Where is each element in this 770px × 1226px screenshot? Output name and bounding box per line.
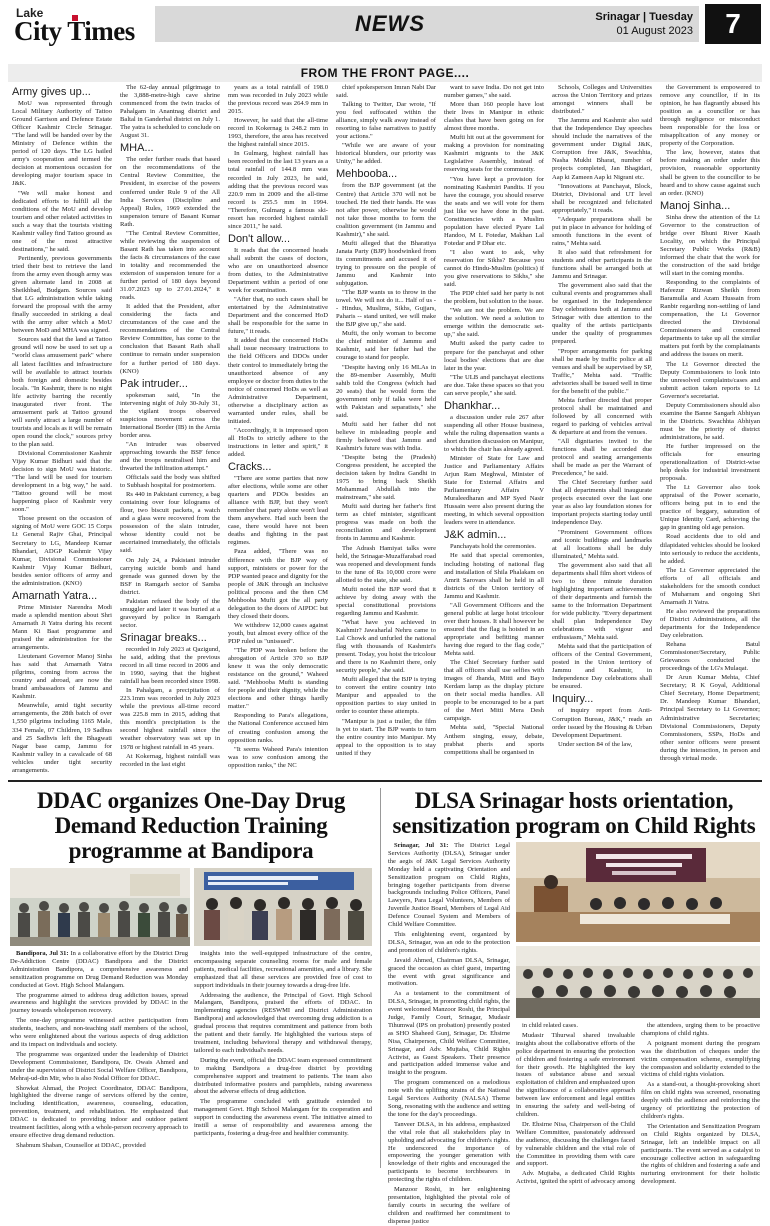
photo-podium-event (516, 842, 760, 942)
article-paragraph: The Lt Governor directed the Deputy Commissioners to look into the unresolved complaints/cases and submit action taken reports to Lt Governor's secretariat. (660, 360, 760, 400)
article-paragraph: "After that, no such cases shall be entertained by the Administrative Department and the concerned HoD shall be responsible for the same in future," it reads. (228, 296, 328, 336)
article-paragraph: "The Central Review Committee, while reviewing the suspension of Basant Rath has taken into account the facts & circumstances of the case in totality and recommended the extension of suspension tenure for a further period of 180 days beyond 31.07.2023 up to 27.01.2024," it reads. (120, 229, 220, 302)
article-paragraph: Mufti hit out at the government for making a provision for nominating Kashmiri migrants to the J&K Legislative Assembly, instead of reserving seats for the community. (444, 134, 544, 174)
issue-date: 01 August 2023 (616, 25, 693, 37)
continuation-heading[interactable]: Srinagar breaks... (120, 631, 207, 644)
article-paragraph (516, 1032, 635, 1119)
article-paragraph: However, he said that the all-time record in Kokernag is 248.2 mm in 1993, therefore, the area has received the highest rainfall since 2015. (228, 117, 328, 149)
logo-main-text: City Times (14, 16, 135, 46)
story-column (641, 1022, 760, 1186)
news-column (552, 84, 652, 774)
article-paragraph: Under section 84 of the law, (558, 740, 633, 748)
paragraph-text: Tanveer DLSA, in his address, emphasized the vital role that all stakeholders play in upholding and advocating for children's rights. He underscored the importance of empowering the younger generation with knowledge of their rights and encouraged the participants to become torchbearers in protecting the rights of children. (388, 1120, 510, 1184)
story-column (516, 1022, 635, 1186)
story-dlsa-intro (388, 842, 511, 1225)
article-paragraph: Mufti alleged that the BJP is trying to convert the entire country into Manipur and appealed to the opposition parties to stay united in order to counter these attempts. (336, 676, 436, 716)
story-ddac (10, 788, 372, 863)
article-paragraph: Mufti alleged that the Bharatiya Janata Party (BJP) hoodwinked from its commitments and accused it of trying to pressure on the people of Jammu and Kashmir into subjugation. (336, 239, 436, 288)
article-paragraph (516, 1170, 635, 1186)
article-paragraph: Mufti said during her father's first term as chief minister, significant progress was made on both the reconciliation and development fronts in Jammu and Kashmir. (336, 503, 436, 543)
article-paragraph: Road accidents due to old and dilapidated vehicles should be looked into seriously to reduce the accidents, he added. (660, 533, 760, 565)
article-paragraph: "We are not the problem. We are the solution. We need a solution to emerge within the democratic set-up," she said. (444, 307, 544, 339)
article-paragraph: Minister of State for Law and Justice and Parliamentary Affairs Arjun Ram Meghwal, Minister of State for External Affairs and Parliamentary Affairs V Muraleedharan and MP Syed Nasir Hussain were also present during the meeting, in which several opposition leaders were in attendance. (444, 455, 544, 527)
news-column (336, 84, 436, 774)
news-column (120, 84, 220, 774)
news-column (228, 84, 328, 774)
paragraph-text: Manzoor Roshi, in her enlightening presentation, highlighted the pivotal role of family courts in securing the welfare of children and reaffirmed her commitment to dispense justice (388, 1186, 510, 1225)
paragraph-text: Showkat Ahmad, the Project Coordinator, DDAC Bandipora, highlighted the diverse range of services offered by the centre, including identification, awareness, counseling, education, prevention, treatment, and rehabilitation. He emphasized that DDAC is dedicated to providing indoor and outdoor patient treatment facilities, along with a whole-person recovery approach to ensure effective drug demand reduction. (10, 1084, 188, 1139)
paragraph-text: Dr. Ehsirne Nisa, Chairperson of the Child Welfare Committee, passionately addressed the audience, discussing the challenges faced by vulnerable children and the vital role of the Committee in providing them with care and support. (516, 1120, 635, 1168)
section-divider (8, 780, 762, 782)
paragraph-text: insights into the well-equipped infrastructure of the centre, encompassing separate counseling rooms for male and female patients, medical facilities, recreational amenities, and a library. She emphasized that all these services are provided free of cost to support individuals in their journey towards a drug-free life. (194, 950, 372, 989)
paragraph-text: During the event, official the DDAC team expressed commitment to making Bandipora a drug-free district by providing comprehensive support and treatment to patients. The team also distributed informative posters and pamphlets, raising awareness about the adverse effects of drug addiction. (194, 1056, 372, 1096)
article-paragraph (194, 992, 372, 1055)
article-paragraph: More than 160 people have lost their lives in Manipur in ethnic clashes that have been going on for almost three months. (444, 101, 544, 133)
paragraph-text: The programme concluded with gratitude extended to management Govt. High School Malangam for its cooperation and support in conducting the awareness event. The initiative aimed to instill a sense of responsibility and awareness among the participants, fostering a drug-free and healthier community. (194, 1098, 372, 1137)
article-paragraph (388, 842, 510, 929)
paragraph-text: Mudasir Tihurwal shared invaluable insights about the collaborative efforts of the police department in ensuring the protection of children and fostering a safe environment for their growth. He highlighted the key issues of substance abuse and sexual exploitation of children and emphasized upon the significance of a collaborative approach between law enforcement and legal entities in ensuring the safety and well-being of children. (516, 1031, 635, 1118)
article-paragraph: "I also want to ask, why reservation for Sikhs? Because you cannot do Hindu-Muslim (politics) if you give reservations to Sikhs," she said. (444, 248, 544, 289)
article-paragraph: "The BJP wants us to throw in the towel. We will not do it... Half of us -- Hindus, Muslims, Sikhs, Gujjars, Paharis -- stand united, we will make the BJP give up," she said. (336, 289, 436, 329)
news-column (444, 84, 544, 774)
story-ddac-body (10, 950, 372, 1168)
continuation-heading[interactable]: Army gives up... (12, 86, 91, 98)
paragraph-text: This enlightening event, organized by DLSA, Srinagar, was an ode to the protection and promotion of children's rights. (388, 930, 510, 954)
article-paragraph: Responding to the complaints of Hafeezur Rizwan Sheikh from Baramulla and Azam Hussain from Ranbir regarding non-settling of land compensation, the Lt Governor directed the Divisional Commissioners and concerned departments to take up all the similar matters put forth by the complainants and address the issues on merit. (660, 279, 760, 359)
article-paragraph: "Despite having only 16 MLAs in the 89-member Assembly, Mufti sahib told the Congress (which had 20 seats) that he would form the government only if talks were held with Pakistan and separatists," she said. (336, 363, 436, 419)
photo-group-seminar (10, 868, 190, 946)
paragraph-text: The programme was organized under the leadership of District Development Commissioner, Bandipora, Dr. Owais Ahmed and under the supervision of District Social Welfare Officer, Bandipora, Mehraj-ud-din Mir, who is also Nodal Officer for DDAC. (10, 1050, 188, 1082)
article-paragraph: MoU was represented through Local Military Authority of Tattoo Ground Garrison and Defence Estate Officer Kashmir Circle Srinagar. "The land will be handed over by the Ministry of Defence within the period of 120 days. The LG hailed army's cooperation and termed the decision at momentous occasion for developing major tourism space in J&K. (12, 100, 112, 188)
dateline (595, 10, 693, 38)
story-dlsa-headline[interactable]: DLSA Srinagar hosts orientation, sensitization program on Child Rights (392, 788, 756, 838)
article-paragraph (194, 950, 372, 990)
paragraph-text: A poignant moment during the program was the distribution of cheques under the victim compensation scheme, exemplifying the compassion and solidarity extended to the victims of child rights violation. (641, 1039, 760, 1079)
article-paragraph (194, 1057, 372, 1097)
photo-gathering-banner (194, 868, 372, 946)
article-paragraph (10, 1142, 188, 1150)
article-paragraph: "Manipur is just a trailer, the film is yet to start. The BJP wants to turn the entire country into Manipur. My appeal to the opposition is to stay united if they (336, 717, 436, 757)
news-column (660, 84, 760, 774)
article-paragraph: Lieutenant Governor Manoj Sinha has said that Amarnath Yatra pilgrims, coming from across the country and abroad, are now the brand ambassadors of Jammu and Kashmir. (12, 653, 112, 701)
article-paragraph: Panchayats hold the ceremonies. (450, 543, 537, 551)
article-paragraph: The Lt Governor also took appraisal of the Power scenario, officers being put in to end the practice of beggary, saturation of Unique Identity Card, achieving the gap in granting old age pension. (660, 484, 760, 532)
story-separator (380, 788, 381, 1168)
article-paragraph (10, 1085, 188, 1140)
story-column (10, 950, 188, 1168)
article-paragraph: "There are some parties that now after elections, while some are other quarters and PDOs besides an alliance with BJP, but they won't remember that party alone won't lead them anywhere. Had such been the case, there would have not been deaths and fighting in the past regimes. (228, 475, 328, 547)
section-bar (155, 6, 699, 42)
article-paragraph: recorded in July 2023 at Qazigund, he said, adding that the previous record in all time record in 2006 and in 1990, saying that the highest rainfall has been recorded since 1998. (120, 645, 220, 686)
article-paragraph: Mufti, the only woman to become the chief minister of Jammu and Kashmir, said her father had the courage to stand for people. (336, 330, 436, 362)
article-paragraph (388, 1186, 510, 1226)
article-paragraph: The Lt Governor appreciated the efforts of all officials and stakeholders for the smooth conduct of Muharram and ongoing Shri Amarnath Ji Yatra. (660, 566, 760, 606)
article-paragraph: "You have kept a provision for nominating Kashmiri Pandits. If you have the courage, you should reserve the seats and we will vote for them just like we have done in the past. Constituencies with a Muslim population have elected Pyare Lal Handoo, M L Fotedar, Makhan Lal Fotedar and P Dhar etc. (444, 175, 544, 247)
article-paragraph: It also said that refreshment for students and other participants in the functions shall be arranged both at Jammu and Srinagar. (552, 248, 652, 281)
article-paragraph: "The PDP was broken before the abrogation of Article 370 so BJP knew it was the only democratic resistance on the ground," Waheed said. "Mehbooba Mufti is standing for people and their dignity, while the elections and other things hardly matter." (228, 647, 328, 711)
paragraph-text: The Orientation and Sensitization Program on Child Rights organized by DLSA, Srinagar, left an indelible impact on all participants. The event served as a catalyst to encourage collective action in safeguarding the rights of children and fostering a safe and nurturing environment for their holistic development. (641, 1122, 760, 1186)
article-paragraph: Rehana Batul Commissioner/Secretary, Public Grievances conducted the proceedings of the LG's Mulaqat. (660, 641, 760, 673)
article-paragraph: The Chief Secretary further said that all officers shall use selfies with images of Jhanda, Mitti and Bayo Kerdam lamp as the display picture on their social media handles. All people to be encouraged to be a part of the Meri Mitti Mera Desh campaign. (444, 659, 544, 723)
continuation-heading[interactable]: Dhankhar... (444, 399, 501, 412)
paragraph-text: Javaid Ahmed, Chairman DLSA, Srinagar, graced the occasion as chief guest, imparting the event with great significance and motivation. (388, 956, 510, 988)
article-paragraph: Divisional Commissioner Kashmir Vijay Kumar Bidhuri said that the decision to sign MoU was historic. "The land will be used for tourism development in a big way," he said. "Tattoo ground will be most happening place of Kashmir very soon." (12, 450, 112, 514)
paragraph-text: The programme aimed to address drug addiction issues, spread awareness and highlight the services provided by DDAC in the journey towards wholeperson recovery. (10, 991, 188, 1015)
article-paragraph: Mufti said her father did not believe in misleading people and firmly believed that Jammu and Kashmir's future was with India. (336, 420, 436, 452)
article-paragraph: the Government is empowered to remove any councillor, if in its opinion, he has flagrantly abused his position as a councillor or has through negligence or misconduct been responsible for the loss or misapplication of any money or property of the Corporation. (660, 84, 760, 148)
article-paragraph: from the BJP government (at the Centre) that Article 370 will not be touched. He tied their hands. He was not after power, otherwise he would not take those months to form the coalition government (in Jammu and Kashmir)," she said. (336, 182, 436, 238)
dateline-lead: Srinagar, Jul 31: (394, 842, 449, 849)
article-paragraph (641, 1022, 760, 1038)
article-paragraph: In Pahalgam, a precipitation of 223.1mm was recorded in July 2023 while the previous all-time record was 225.8 mm in 2015, adding that this month's precipitation is the second highest rainfall since the weather observatory was set up in 1978 or highest rainfall in 45 years. (120, 687, 220, 751)
article-paragraph (388, 931, 510, 955)
article-paragraph (388, 957, 510, 989)
continuation-heading[interactable]: Pak intruder... (120, 377, 188, 390)
article-paragraph: "It seems Waheed Para's intention was to sow confusion among the opposition ranks," the NC (228, 745, 328, 769)
article-paragraph: spokesman said, "In the intervening night of July 30-July 31, the vigilant troops observed suspicious movement across the International Border (IB) in the Arnia border area. (120, 391, 220, 439)
continuation-heading[interactable]: Amarnath Yatra... (12, 589, 98, 602)
dateline-lead: Bandipora, Jul 31: (16, 950, 69, 957)
article-paragraph (388, 1079, 510, 1119)
article-paragraph: It added that the concerned HoDs shall issue necessary instructions to the field Officers and DDOs under their control to immediately bring the unauthorized absence of any employee or doctor from duties to the notice of concerned HoDs as well as Administrative Department, otherwise a disciplinary action as warranted under rules, shall be initiated. (228, 337, 328, 425)
article-paragraph (10, 950, 188, 990)
article-paragraph: Pertinently, previous governments tried their best to retrieve the land from the army even though army was given alternate land in 2008 at Sheikhbad, Budgam. Sources said that LG administration while taking forward the proposal with the army finally succeeded in striking a deal with the army after which a MoU between MoD and MHA was signed. (12, 254, 112, 335)
continuation-heading[interactable]: J&K admin... (444, 529, 507, 542)
article-paragraph: "An intruder was observed approaching towards the BSF fence and the troops neutralised him and thwarted the infiltration attempt." (120, 440, 220, 473)
article-paragraph: Meanwhile, amid tight security arrangements, the 28th batch of over 1,550 pilgrims including 1165 Male, 334 Female, 07 Children, 19 Sadhus and 25 Sadhvis left the Bhagwati Nagar base camp, Jammu for Kashmir valley in a cavalcade of 68 vehicles under tight security arrangements. (12, 702, 112, 774)
article-paragraph (388, 1121, 510, 1184)
photo-students-seated (516, 946, 760, 1018)
article-paragraph (641, 1081, 760, 1121)
article-paragraph: He further impressed on the officials for ensuring operationalization of District-wise help desks for industrial investment proposals. (660, 442, 760, 483)
article-paragraph: The 62-day annual pilgrimage to the 3,888-metre-high cave shrine commenced from the twin tracks of Pahalgam in Anantnag district and Baltal in Ganderbal district on July 1. The yatra is scheduled to conclude on August 31. (120, 84, 220, 140)
story-ddac-headline[interactable]: DDAC organizes One-Day Drug Demand Reduction Training programme at Bandipora (36, 788, 346, 863)
article-paragraph: "We will make honest and dedicated efforts to fulfill all the conditions of the MoU and develop tourism and other related activities in such a way that the tourists visiting Kashmir valley find Tattoo ground as one of the most attractive destinations," he said. (12, 189, 112, 253)
article-paragraph (641, 1123, 760, 1186)
article-paragraph: Sources said that the land at Tattoo ground will now be used to set up a "world class amusement park" where all latest facilities and infrastructure will be available to attract tourists both foreign and domestic besides locals. "In Kashmir, there is no night life activity barring the recently inaugurated river front. The amusement park at Tattoo ground will surely attract a large number of tourists and locals as it will be remain open round the clock," sources privy to the plan said. (12, 336, 112, 448)
article-paragraph: Rs 440 in Pakistani currency, a bag containing over four kilograms of flour, two biscuit packets, a watch and a glass were recovered from the possession of the slain intruder, whose identity could not be ascertained immediately, the officials said. (120, 491, 220, 555)
newspaper-logo[interactable] (14, 6, 150, 54)
article-paragraph: Officials said the body was shifted to Subhash hospital for postmortem. (120, 474, 220, 490)
paragraph-text: As a stand-out, a thought-provoking short film on child rights was screened, resonating deeply with the audience and reinforcing the urgency of prioritizing the protection of children's rights. (641, 1081, 760, 1120)
paragraph-text: In a collaborative effort by the District Drug De-Addiction Centre (DDAC) Bandipora and the District Administration Bandipora, a comprehensive awareness and sensitization programme on Drug Demand Reduction was Monday conducted at Govt. High School Malangam. (10, 950, 188, 989)
continuation-heading[interactable]: Inquiry... (552, 693, 594, 706)
article-paragraph: "All dignitaries invited to the functions shall be accorded due protocol and seating arrangements shall be made as per the Warrant of Precedence," he said. (552, 438, 652, 478)
paragraph-text: As a testament to the commitment of DLSA, Srinagar, in promoting child rights, the event welcomed Manzoor Roshi, the Principal Judge, Family Court, Srinagar, Mudasir Tihumwal (IPS on probation) presently posted as SHO Shaheed Gunj, Srinagar, Dr. Ehsirne Nisa, Chairperson, Child Welfare Committee, Srinagar, and Adv. Mujtaba, Child Rights Activist, as Guest Speakers. Their presence and participation added immense value and insight to the program. (388, 990, 510, 1077)
article-paragraph: The law, however, states that before making an order under this provision, reasonable opportunity shall be given to the councillor to be heard and to show cause against such an order. (KNO) (660, 149, 760, 197)
article-paragraph: It reads that the concerned heads shall submit the cases of doctors, who are on unauthorized absence from duties, to the Administrative Department within a period of one week for examination. (228, 246, 328, 295)
story-dlsa (388, 788, 760, 838)
article-paragraph: The PDP chief said her party is not the problem, but solution to the issue. (444, 290, 544, 306)
article-paragraph: years as a total rainfall of 198.0 mm was recorded in July 2023 while the previous record was 264.9 mm in 2015. (228, 84, 328, 116)
article-paragraph: On July 24, a Pakistani intruder carrying suicide bomb and hand grenade was gunned down by the BSF in Ramgarh sector of Samba district. (120, 556, 220, 596)
article-paragraph (194, 1098, 372, 1138)
article-paragraph: "Accordingly, it is impressed upon all HoDs to strictly adhere to the instructions in letter and spirit," it added. (228, 426, 328, 459)
article-paragraph: He said that special ceremonies, including hoisting of national flag and installation of Shila Phalakam on Amrit Sarovars shall be held in all districts of the Union territory of Jammu and Kashmir. (444, 552, 544, 600)
paragraph-text: the attendees, urging them to be proactive champions of child rights. (641, 1022, 760, 1037)
continuation-heading[interactable]: MHA... (120, 142, 154, 155)
article-paragraph: Those present on the occasion of signing of MoU were GOC 15 Corps Lt General Rajiv Ghai, Principal Secretary to LG, Mandeep Kumar Bhandari, ADGP Kashmir Vijay Kumar, Divisional Commissioner Kashmir Vijay Kumar Bidhuri, besides senior officers of army and the administration. (KNO) (12, 515, 112, 587)
continuation-heading[interactable]: Don't allow... (228, 232, 291, 245)
city-day: Srinagar | Tuesday (595, 11, 693, 23)
article-paragraph (388, 990, 510, 1077)
article-paragraph: "All Government Officers and the general public at large hoist tricolour over their houses. It shall however be ensured that the flag is hoisted in an appropriate and befitting manner having due regard to the flag code," Mehta said. (444, 601, 544, 658)
article-paragraph (516, 1121, 635, 1168)
article-paragraph: "Innovations at Panchayat, Block, District, Divisional and UT level shall be recognized and felicitated appropriately," it reads. (552, 182, 652, 214)
article-paragraph (10, 992, 188, 1016)
article-paragraph: Deputy Commissioners should also examine the Banne Sangarh Abhiyan in the Districts. Swachhta Abhiyan must be the priority of district administrations, he said. (660, 401, 760, 441)
article-paragraph: "Despite being the (Pradesh) Congress president, he accepted the decision taken by Indira Gandhi in 1975 to bring back Sheikh Mohammad Abdullah into the mainstream," she said. (336, 454, 436, 502)
article-paragraph: "The ULB and panchayat elections are due. Take these spaces so that you can serve people," she said. (444, 373, 544, 397)
page-number: 7 (705, 4, 761, 44)
article-paragraph: The Jammu and Kashmir also said that the Independence Day speeches should include the narratives of the government under Digital J&K, Corruption free J&K, Swachhta, Nasha Mukht Bharat, number of projects completed, Jan Bhagidari, Aap ki Zameen Aap ki Nigrani etc. (552, 117, 652, 181)
masthead (0, 0, 770, 58)
article-paragraph: Mehta further directed that proper protocol shall be maintained and followed by all concerned with regard to parking of vehicles arrival & departure at and from the venues. (552, 396, 652, 436)
paragraph-text: Addressing the audience, the Principal of Govt. High School Malangam, Bandipora, praised the efforts of DDAC. In implementing agencies (RESWMI and District Administration Bandipora) and acknowledged that overcoming drug addiction is a gradual process that requires commitment and patience from both the patient and their family. He highlighted the various steps of treatment, including behavioral therapy and withdrawal therapy, tailored to each individual's needs. (194, 991, 372, 1054)
article-paragraph: Schools, Colleges and Universities across the Union Territory and prizes amongst winners shall be distributed." (552, 84, 652, 116)
front-page-continuation-bar: FROM THE FRONT PAGE.... (8, 64, 762, 82)
continuation-heading[interactable]: Mehbooba... (336, 168, 398, 181)
article-paragraph: At Kokernag, highest rainfall was recorded in the last eight (120, 752, 220, 768)
article-paragraph: The order further reads that based on the recommendations of the Central Review Committee, the President, in exercise of the powers conferred under Rule 9 of the All India Services (Discipline and Appeal) Rules, 1969 extended the suspension tenure of Basant Kumar Rath. (120, 156, 220, 228)
article-paragraph: Responding to Para's allegations, the National Conference accused him of creating confusion among the opposition ranks. (228, 712, 328, 744)
article-paragraph: The Chief Secretary further said that all departments shall inaugurate projects executed over the last one year as also lay foundation stones for important projects starting today until independence Day. (552, 479, 652, 527)
article-paragraph: Prime Minister Narendra Modi made a splendid mention about Shri Amarnath Ji Yatra during his recent Mann Ki Baat programme and praised the administration for the arrangements. (12, 603, 112, 652)
story-column (194, 950, 372, 1168)
article-paragraph: Dr Arun Kumar Mehta, Chief Secretary; R K Goyal, Additional Chief Secretary, Home Department; Dr. Mandeep Kumar Bhandari, Principal Secretary to Lt Governor; Administrative Secretaries; Divisional Commissioners, Deputy Commissioners, SSPs, HoDs and other senior officers were present during the interaction, in person and through virtual mode. (660, 674, 760, 762)
article-paragraph: Pakistan refused the body of the smuggler and later it was buried at a graveyard by police in Ramgarh sector. (120, 597, 220, 629)
article-paragraph: "Adequate preparations shall be put in place in advance for holding of smooth functions in the event of rains," Mehta said. (552, 215, 652, 247)
article-paragraph (641, 1040, 760, 1080)
article-paragraph: a discussion under rule 267 after suspending all other House business, while the ruling dispensation wants a short duration discussion on Manipur, to which the chair has already agreed. (444, 413, 544, 453)
article-paragraph (10, 1051, 188, 1083)
article-paragraph: Sinha drew the attention of the Lt Governor to the construction of bridge over Bhuni River Kaaih Locality, on which the Principal Secretary Public Works (R&B) informed the chair that the work for the construction of the said bridge will start in the coming months. (660, 213, 760, 277)
logo-top-text: Lake (16, 6, 44, 20)
paragraph-text: The one-day programme witnessed active participation from students, teachers, and non-teaching staff members of the school, who were enlightened about the various aspects of drug addiction and its impact on individuals and society. (10, 1017, 188, 1048)
continuation-heading[interactable]: Manoj Sinha... (660, 199, 731, 212)
continuation-heading[interactable]: Cracks... (228, 461, 272, 474)
article-paragraph: It added that the President, after considering the facts and circumstances of the case and the recommendations of the Central Review Committee, has come to the conclusion that Basant Rath shall continue to remain under suspension for a further period of 180 days. (KNO) (120, 303, 220, 375)
article-paragraph (516, 1022, 635, 1030)
paragraph-text: Adv. Mujtaba, a dedicated Child Rights Activist, ignited the spirit of advocacy among (516, 1170, 635, 1186)
paragraph-text: Shabnum Shaban, Counsellor at DDAC, provided (16, 1141, 146, 1149)
article-paragraph: In Gulmarg, highest rainfall has been recorded in the last 13 years as a total rainfall of 144.8 mm was recorded in July 2023, he said, adding that the previous record was 220.9 mm in 2009 and the all-time record is 255.5 mm in 1994. "Therefore, Gulmarg a famous ski-resort has recorded highest rainfall since 2011," he said. (228, 150, 328, 230)
paragraph-text: The District Legal Services Authority (DLSA), Srinagar under the aegis of J&K Legal Services Authority Monday held a captivating Orientation and Sensitization program on Child Rights, bringing together participants from diverse backgrounds including Police Officers, Panel Lawyers, Para Legal Volunteers, Members of Juvenile Justice Board, Members of Legal Aid Defence Counsel System and Members of Child Welfare Committee. (388, 842, 511, 929)
article-paragraph: Talking to Twitter, Dar wrote, "If you feel suffocated within the alliance, simply walk away instead of resorting to false narratives to justify your actions." (336, 101, 436, 141)
article-paragraph: The government also said that all departments shall film short videos of two to three minute duration highlighting important achievements of their departments and furnish the same to the Information Department for wide publicity. "Every department shall plan Independence Day celebrations with vigour and enthusiasm," Mehta said. (552, 561, 652, 642)
article-paragraph: want to save India. Do not get into number games," she said. (444, 84, 544, 100)
article-paragraph: "Proper arrangements for parking shall be made by traffic police at all venues and shall be supervised by SP, Traffic," Mehta said. "Traffic advisories shall be issued well in time for the benefit of the public." (552, 347, 652, 395)
article-paragraph: Mufti noted the BJP word that it achieve by doing away with the special constitutional provisions regarding Jammu and Kashmir. (336, 585, 436, 617)
article-paragraph: Paza added, "There was no difference with the BJP way of support, ministers or power for the PDP wanted peace and dignity for the people of J&K through an inclusive political process and the then CM Mehbooba Mufti got the all party delegation to the doors of AIPDC but they closed their doors. (228, 548, 328, 620)
article-paragraph: chief spokesperson Imran Nabi Dar said. (336, 84, 436, 100)
story-dlsa-body (516, 1022, 760, 1186)
continuation-columns (12, 84, 760, 774)
article-paragraph: "What have you achieved in Kashmir? Jawaharlal Nehru came to Lal Chowk and unfurled the national flag with thousands of Kashmiri's present. Today, you hoist the tricolour and there is no Kashmiri there, only security people," she said. (336, 618, 436, 675)
article-paragraph (10, 1017, 188, 1049)
news-column (12, 84, 112, 774)
article-paragraph: Mufti asked the party cadre to prepare for the panchayat and other local bodies' elections that are due later in the year. (444, 340, 544, 372)
article-paragraph: "Prominent Government offices and iconic buildings and landmarks at all locations shall be duly illuminated," Mehta said. (552, 528, 652, 560)
article-paragraph: We withdrew 12,000 cases against youth, but almost every office of the PDP ruled us "unissued". (228, 621, 328, 645)
article-paragraph: of inquiry report from Anti-Corruption Bureau, J&K," reads an order issued by the Housing & Urban Development Department. (552, 707, 652, 739)
section-title: NEWS (355, 11, 425, 36)
article-paragraph: Mehta said that the participation of officers of the Central Government, posted in the Union territory of Jammu and Kashmir, in Independence Day celebrations shall be ensured. (552, 643, 652, 691)
paragraph-text: The program commenced on a melodious note with the uplifting strains of the National Legal Services Authority (NALSA) Theme Song, resonating with the audience and setting the tone for the day's proceedings. (388, 1079, 510, 1118)
article-paragraph: The government also said that the cultural events and programmes shall be organised in the Independence Day celebrations both at Jammu and Srinagar with due attention to the quality of the artists participants under the quality of programmes prepared. (552, 282, 652, 346)
paragraph-text: in child related cases. (522, 1022, 578, 1029)
article-paragraph: He also reviewed the preparations of District Administrations, all the departments for the Independence Day celebration. (660, 607, 760, 640)
article-paragraph: The Adrash Hamiyat talks were held, the Srinagar-Muzaffarabad road was reopened and development funds to the tune of Rs 10,000 crore were allotted to the state, she said. (336, 544, 436, 584)
article-paragraph: Mehta said, "Special National Anthem singing, essay, debate, prabhat pheris and sports competitions shall be organised in (444, 724, 544, 756)
article-paragraph: "While we are aware of your historical blunders, our priority was Unity," he added. (336, 142, 436, 166)
